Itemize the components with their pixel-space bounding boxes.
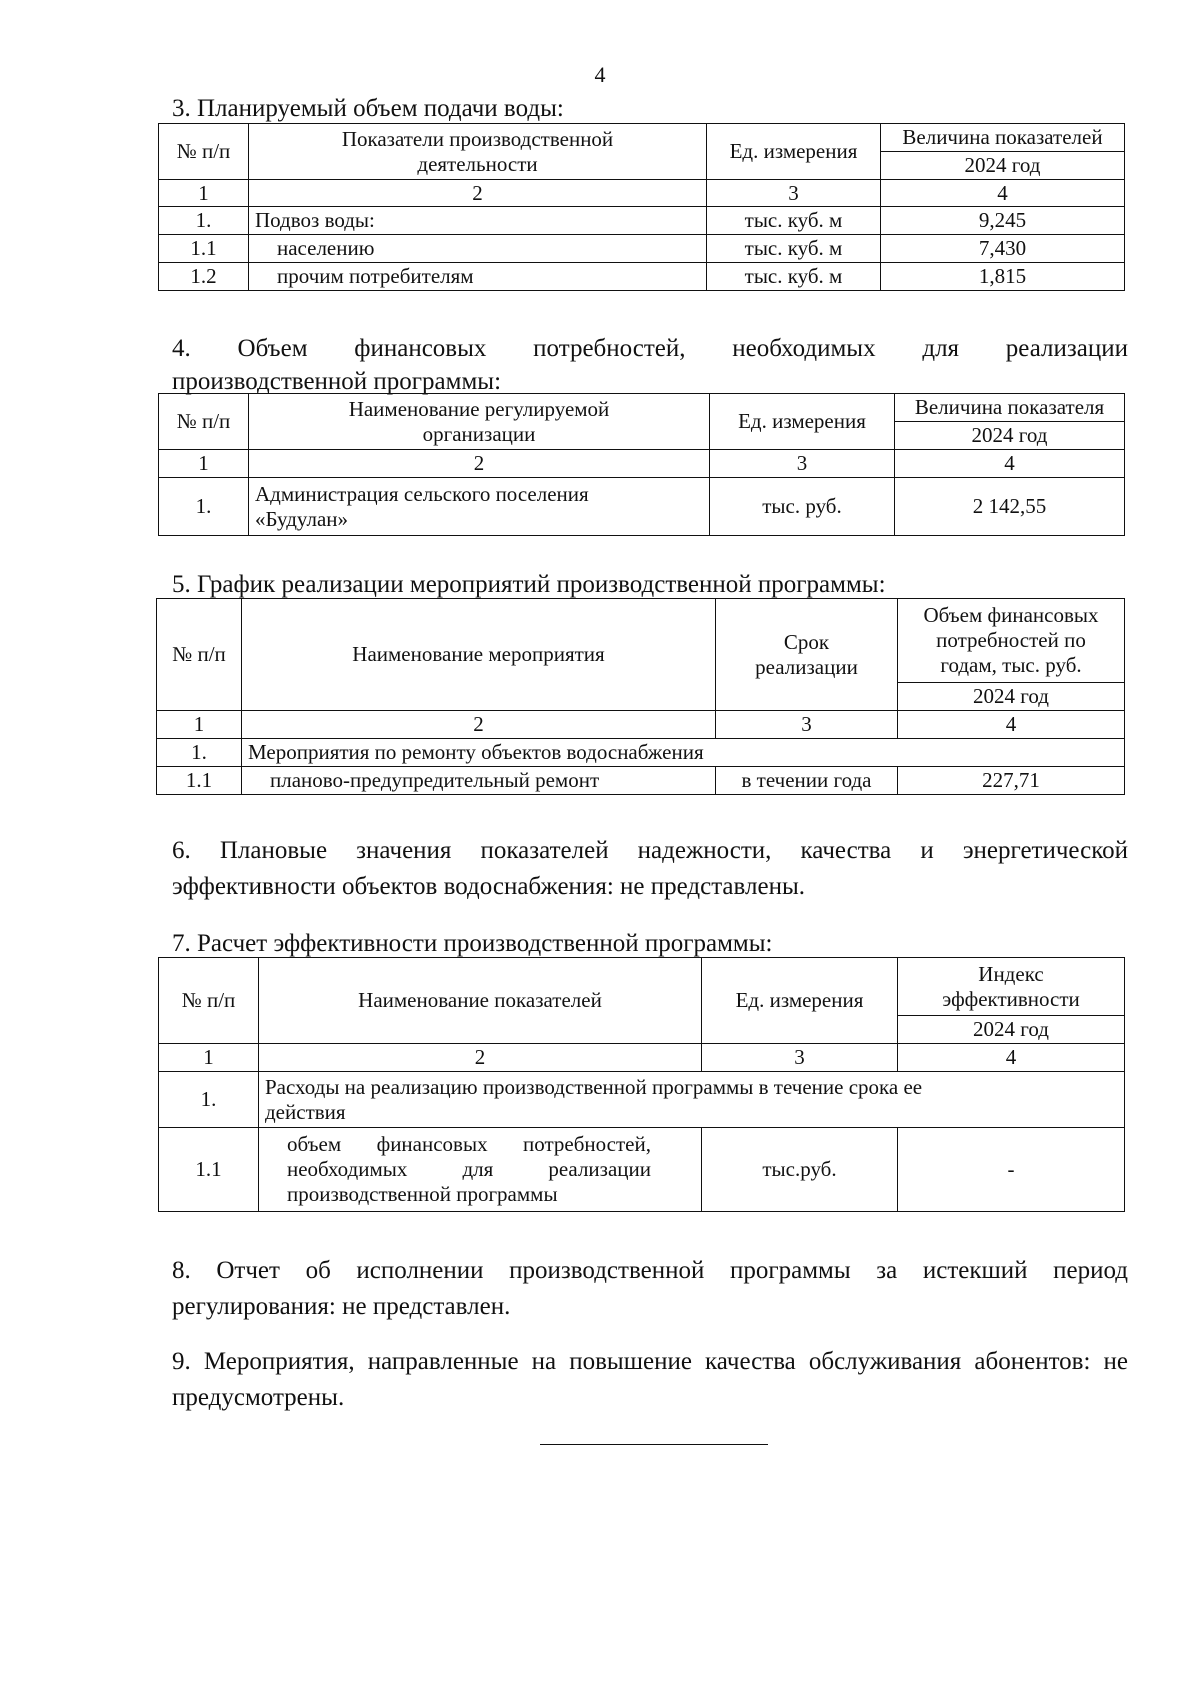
- table-row: [157, 767, 1125, 795]
- row-indicator-name-line1: объем финансовых потребностей,: [287, 1132, 651, 1156]
- col-number: 3: [710, 450, 895, 478]
- section-5-title: 5. График реализации мероприятий производственной программы:: [172, 571, 886, 598]
- row-name: населению: [249, 235, 707, 263]
- col-number: 3: [702, 1044, 898, 1072]
- col-header-index-line1: Индекс: [978, 961, 1044, 986]
- end-divider-line: [540, 1444, 768, 1445]
- col-header-unit: Ед. измерения: [707, 124, 881, 180]
- col-header-year: 2024 год: [898, 1016, 1125, 1044]
- col-header-num: № п/п: [159, 394, 249, 450]
- financial-needs-table: [158, 393, 1125, 536]
- col-number: 4: [898, 711, 1125, 739]
- row-term: в течении года: [716, 767, 898, 795]
- col-number: 4: [881, 180, 1125, 207]
- col-header-index-line2: эффективности: [942, 986, 1080, 1011]
- section-3-title: 3. Планируемый объем подачи воды:: [172, 95, 564, 122]
- col-header-value: Величина показателей: [881, 124, 1125, 152]
- col-header-indicator-line2: деятельности: [417, 151, 538, 176]
- col-number: 3: [716, 711, 898, 739]
- col-header-index: [898, 958, 1125, 1016]
- col-header-org-line2: организации: [422, 421, 536, 446]
- row-num: 1.2: [159, 263, 249, 291]
- table-row: [159, 263, 1125, 291]
- col-header-fin-line1: Объем финансовых: [923, 603, 1099, 627]
- col-header-indicator: [249, 124, 707, 180]
- row-name: Подвоз воды:: [249, 207, 707, 235]
- row-group-name-line1: Расходы на реализацию производственной программы в течение срока ее: [265, 1074, 923, 1099]
- row-value: 7,430: [881, 235, 1125, 263]
- row-num: 1.: [159, 478, 249, 536]
- section-9-text: 9. Мероприятия, направленные на повышение качества обслуживания абонентов: не предусмотрены.: [172, 1348, 1128, 1411]
- row-unit: тыс. куб. м: [707, 235, 881, 263]
- table-row: [159, 235, 1125, 263]
- col-header-org: [249, 394, 710, 450]
- row-num: 1.: [157, 739, 242, 767]
- col-header-event: Наименование мероприятия: [242, 599, 716, 711]
- section-4-title: [172, 332, 1128, 398]
- col-header-year: 2024 год: [895, 422, 1125, 450]
- row-unit: тыс. куб. м: [707, 263, 881, 291]
- section-7-title: 7. Расчет эффективности производственной программы:: [172, 930, 773, 957]
- row-org-name-line2: «Будулан»: [255, 506, 349, 531]
- section-6-text: 6. Плановые значения показателей надежности, качества и энергетической эффективности объектов водоснабжения: не представлены.: [172, 837, 1128, 900]
- col-header-year: 2024 год: [898, 683, 1125, 711]
- row-group-name: Мероприятия по ремонту объектов водоснабжения: [242, 739, 1125, 767]
- col-number: 2: [249, 450, 710, 478]
- col-header-year: 2024 год: [881, 152, 1125, 180]
- col-number: 2: [259, 1044, 702, 1072]
- col-header-num: № п/п: [157, 599, 242, 711]
- section-4-title-line2: производственной программы:: [172, 368, 502, 395]
- col-header-org-line1: Наименование регулируемой: [348, 396, 610, 421]
- table-row: [159, 207, 1125, 235]
- efficiency-table: [158, 957, 1125, 1212]
- col-number: 2: [249, 180, 707, 207]
- col-header-fin-line2: потребностей по: [936, 628, 1086, 652]
- col-header-name: Наименование показателей: [259, 958, 702, 1044]
- col-header-value: Величина показателя: [895, 394, 1125, 422]
- col-header-term-line1: Срок: [783, 629, 830, 654]
- section-8-text: 8. Отчет об исполнении производственной программы за истекший период регулирования: не представлен.: [172, 1257, 1128, 1320]
- row-value: 2 142,55: [895, 478, 1125, 536]
- col-header-term-line2: реализации: [755, 654, 858, 679]
- col-header-unit: Ед. измерения: [710, 394, 895, 450]
- col-header-unit: Ед. измерения: [702, 958, 898, 1044]
- row-num: 1.: [159, 1072, 259, 1128]
- row-value: 1,815: [881, 263, 1125, 291]
- row-value: 9,245: [881, 207, 1125, 235]
- col-number: 1: [159, 450, 249, 478]
- row-org-name: [249, 478, 710, 536]
- col-number: 4: [898, 1044, 1125, 1072]
- row-indicator-name-line3: производственной программы: [287, 1182, 558, 1206]
- row-num: 1.1: [159, 235, 249, 263]
- row-unit: тыс.руб.: [702, 1128, 898, 1212]
- col-header-fin: [898, 599, 1125, 683]
- col-number: 4: [895, 450, 1125, 478]
- col-number: 1: [159, 180, 249, 207]
- row-num: 1.1: [159, 1128, 259, 1212]
- col-header-num: № п/п: [159, 958, 259, 1044]
- section-4-title-line1: 4. Объем финансовых потребностей, необходимых для реализации: [172, 335, 1128, 362]
- row-org-name-line1: Администрация сельского поселения: [255, 481, 589, 506]
- col-number: 1: [159, 1044, 259, 1072]
- col-header-num: № п/п: [159, 124, 249, 180]
- col-header-fin-line3: годам, тыс. руб.: [940, 653, 1082, 677]
- row-name: прочим потребителям: [249, 263, 707, 291]
- col-number: 3: [707, 180, 881, 207]
- row-indicator-name-line2: необходимых для реализации: [287, 1157, 651, 1181]
- row-unit: тыс. куб. м: [707, 207, 881, 235]
- row-event-name: планово-предупредительный ремонт: [242, 767, 716, 795]
- table-row: [157, 739, 1125, 767]
- row-group-name-line2: действия: [265, 1099, 346, 1124]
- col-number: 2: [242, 711, 716, 739]
- table-row: [159, 1072, 1125, 1128]
- table-row: [159, 1128, 1125, 1212]
- col-header-term: [716, 599, 898, 711]
- page-number: 4: [594, 62, 606, 87]
- row-value: 227,71: [898, 767, 1125, 795]
- water-supply-table: [158, 123, 1125, 291]
- col-number: 1: [157, 711, 242, 739]
- row-num: 1.1: [157, 767, 242, 795]
- table-row: [159, 478, 1125, 536]
- row-unit: тыс. руб.: [710, 478, 895, 536]
- col-header-indicator-line1: Показатели производственной: [341, 126, 614, 151]
- schedule-table: [156, 598, 1125, 795]
- row-value: -: [898, 1128, 1125, 1212]
- row-num: 1.: [159, 207, 249, 235]
- row-group-name: [259, 1072, 1125, 1128]
- row-indicator-name: [259, 1128, 702, 1212]
